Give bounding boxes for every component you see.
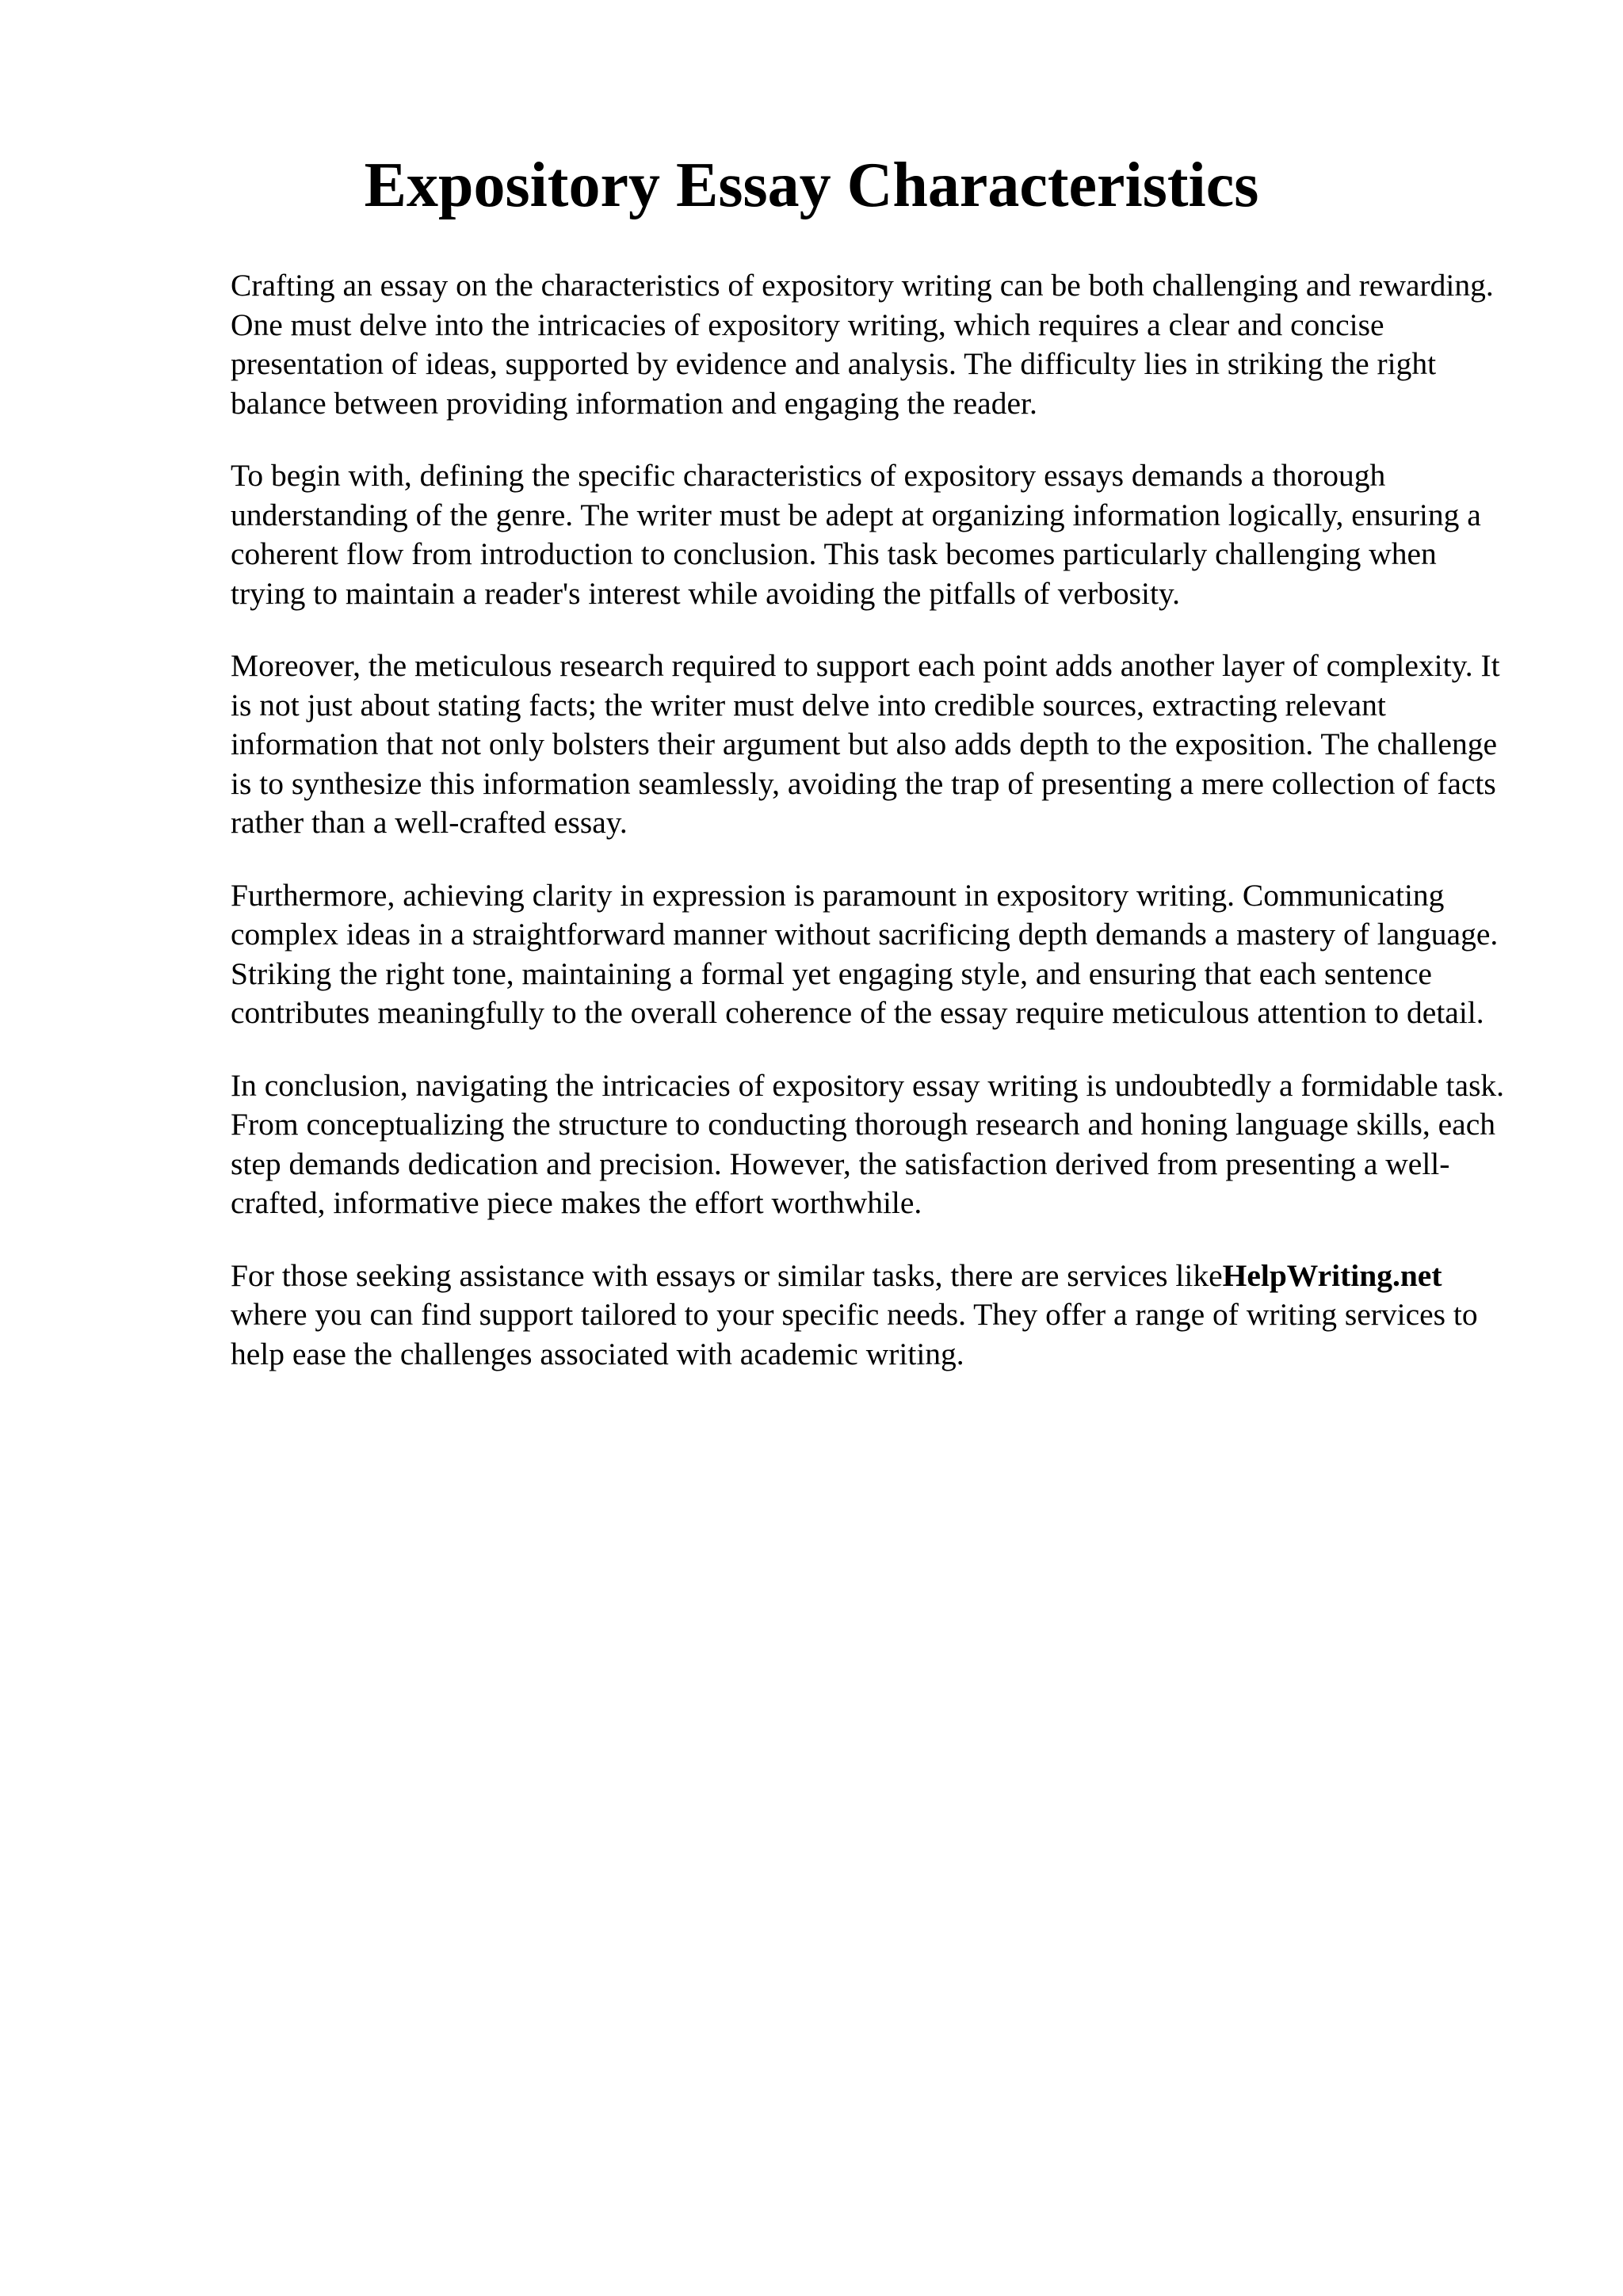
document-body [231,266,1514,1407]
paragraph-research: Moreover, the meticulous research required to support each point adds another layer of complexity. It is not just about stating facts; the writer must delve into credible sources, extracting relevant information that not only bolsters their argument but also adds depth to the exposition. The challenge is to synthesize this information seamlessly, avoiding the trap of presenting a mere collection of facts rather than a well-crafted essay. [231,648,1500,840]
paragraph-clarity: Furthermore, achieving clarity in expression is paramount in expository writing. Communicating complex ideas in a straightforward manner without sacrificing depth demands a mastery of language. Striking the right tone, maintaining a formal yet engaging style, and ensuring that each sentence contributes meaningfully to the overall coherence of the essay require meticulous attention to detail. [231,877,1499,1030]
assistance-text-after: where you can find support tailored to your specific needs. They offer a range of writing services to help ease the challenges associated with academic writing. [231,1297,1478,1371]
paragraph-assistance [231,1257,1514,1375]
page-title: Expository Essay Characteristics [364,151,1259,220]
paragraph-definition: To begin with, defining the specific characteristics of expository essays demands a thorough understanding of the genre. The writer must be adept at organizing information logically, ensuring a coherent flow from introduction to conclusion. This task becomes particularly challenging when trying to maintain a reader's interest while avoiding the pitfalls of verbosity. [231,458,1481,611]
paragraph-intro: Crafting an essay on the characteristics of expository writing can be both challenging and rewarding. One must delve into the intricacies of expository writing, which requires a clear and concise presentation of ideas, supported by evidence and analysis. The difficulty lies in striking the right balance between providing information and engaging the reader. [231,268,1494,421]
assistance-text-before: For those seeking assistance with essays or similar tasks, there are services like [231,1257,1223,1293]
paragraph-conclusion: In conclusion, navigating the intricacies of expository essay writing is undoubtedly a formidable task. From conceptualizing the structure to conducting thorough research and honing language skills, each step demands dedication and precision. However, the satisfaction derived from presenting a well-crafted, informative piece makes the effort worthwhile. [231,1067,1505,1220]
brand-name: HelpWriting.net [1222,1257,1442,1293]
